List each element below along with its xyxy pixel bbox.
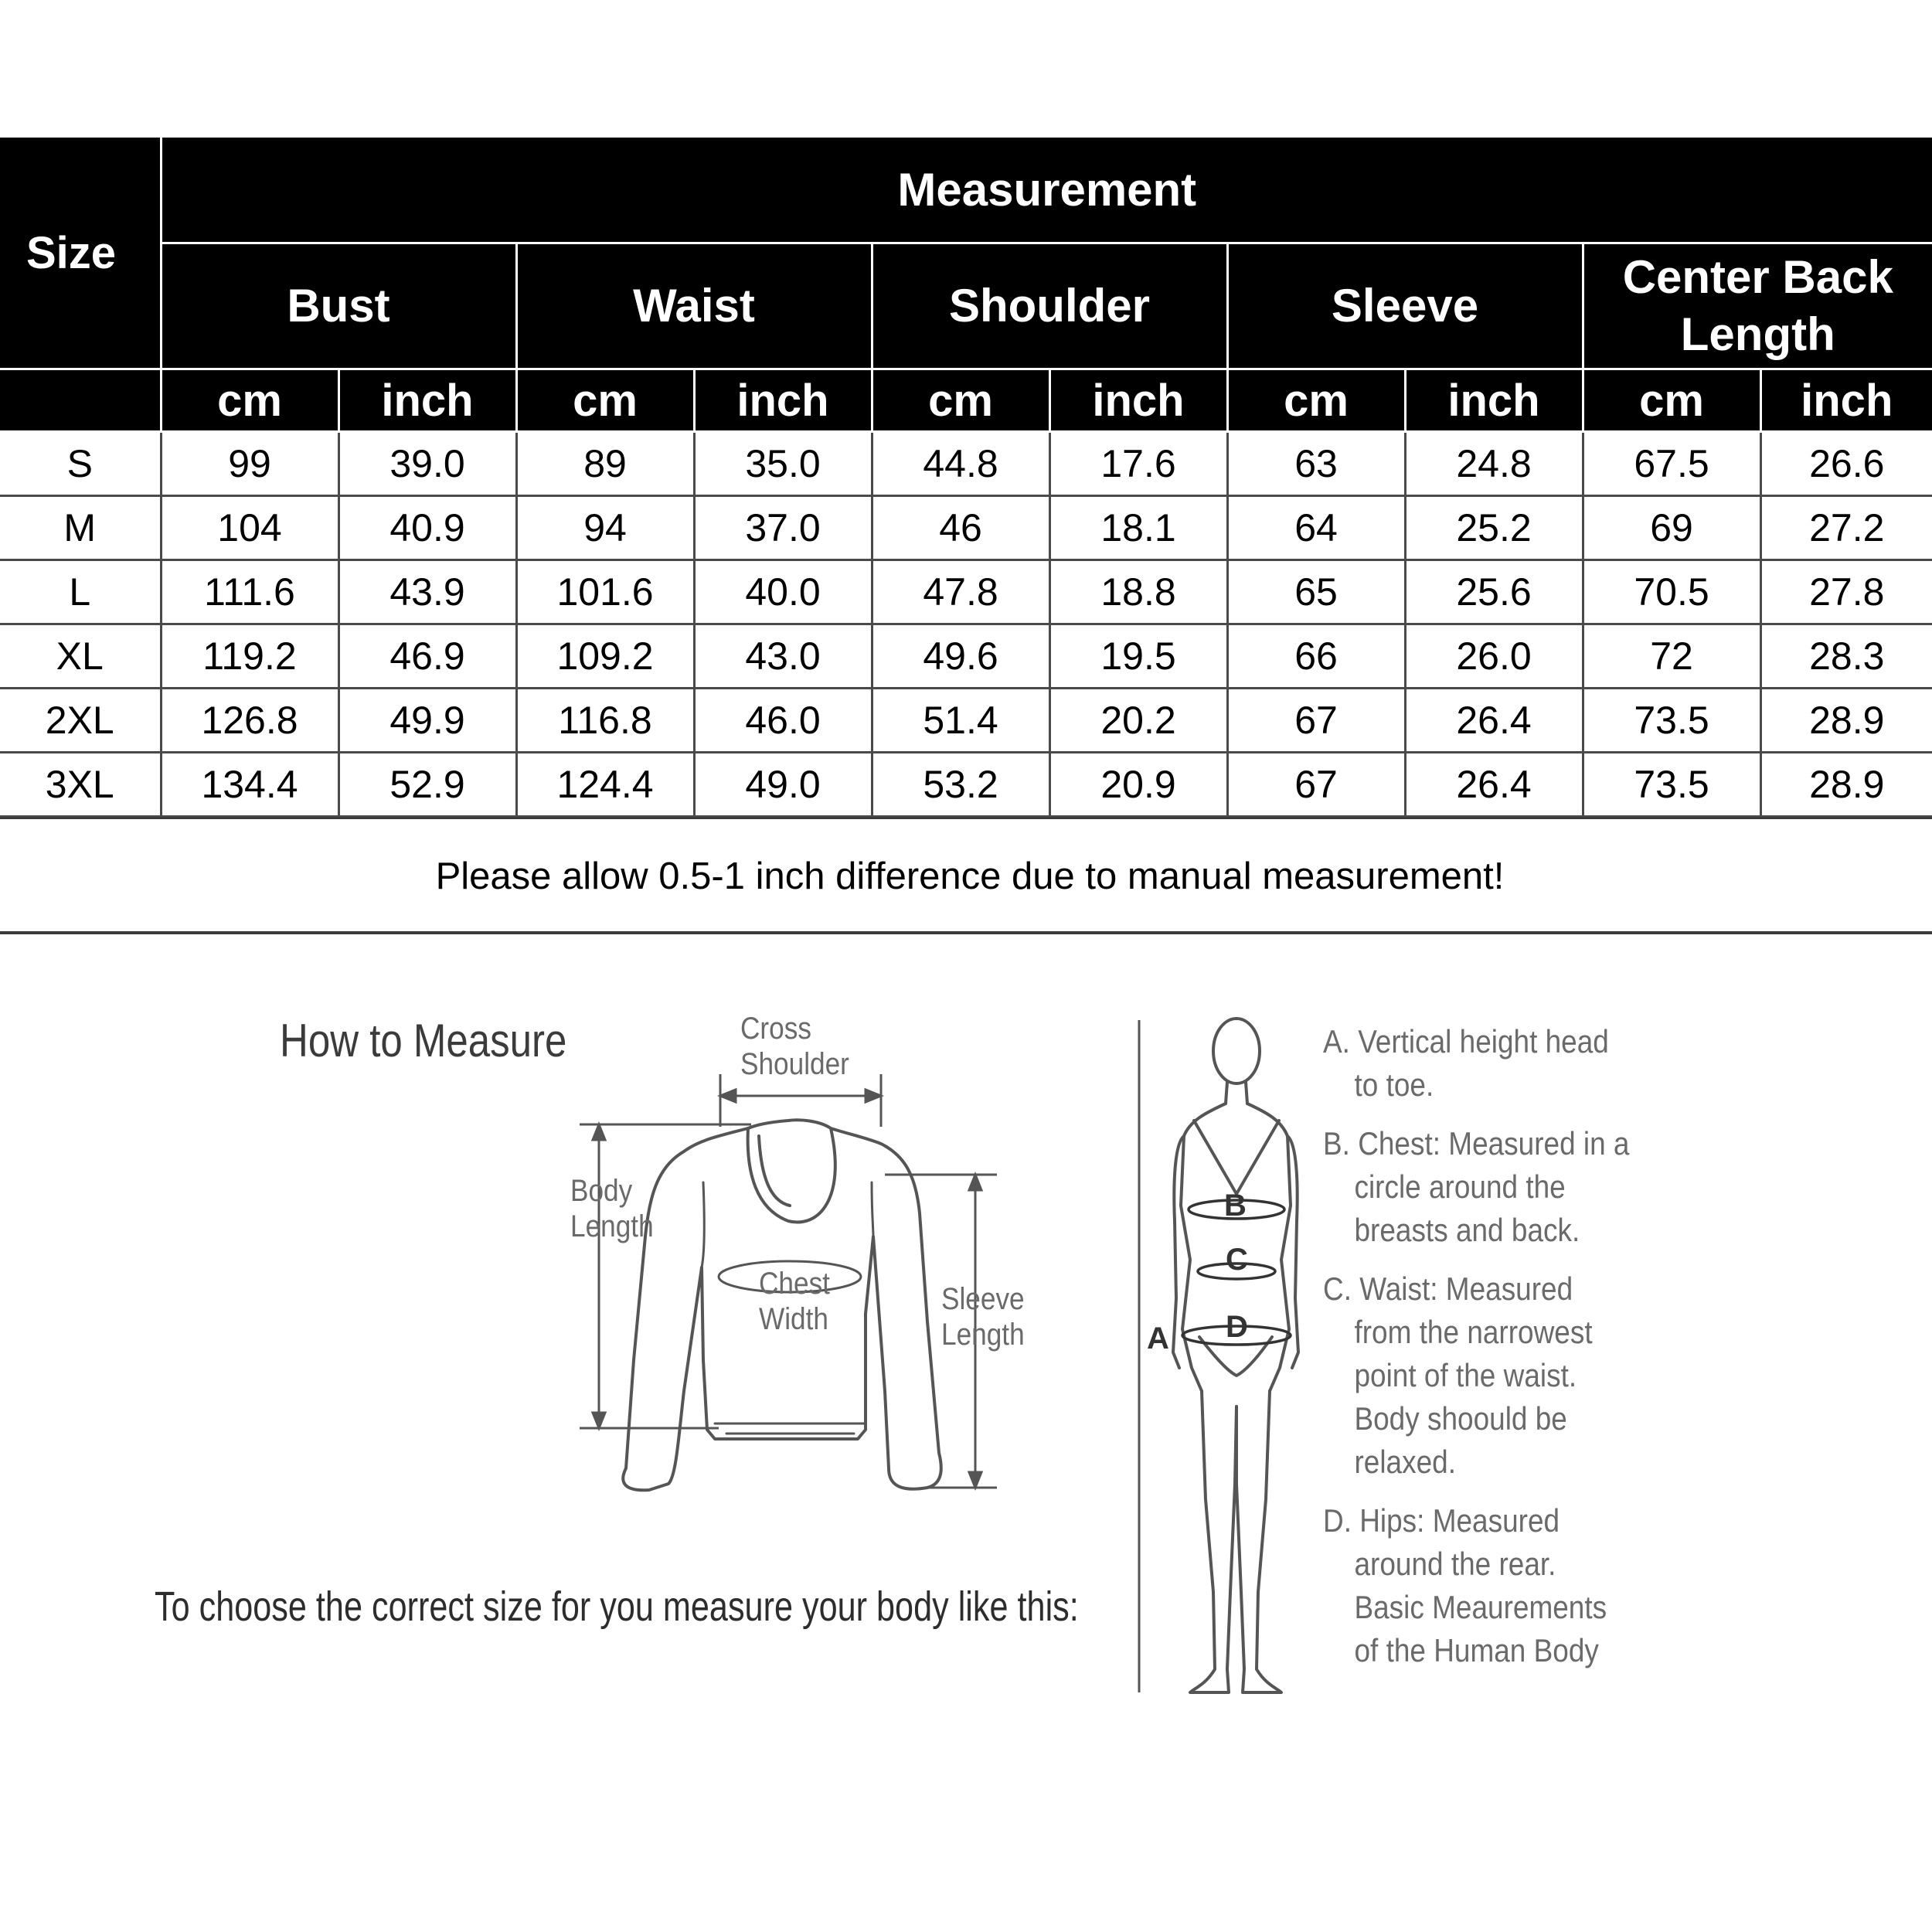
measurement-header: Measurement: [161, 137, 1932, 243]
value-cell: 124.4: [516, 753, 694, 817]
choose-size-text: To choose the correct size for you measure your body like this:: [155, 1583, 1079, 1630]
unit-header-cm: cm: [872, 369, 1049, 432]
value-cell: 26.0: [1405, 624, 1583, 689]
value-cell: 67.5: [1583, 432, 1760, 496]
value-cell: 72: [1583, 624, 1760, 689]
body-length-label: [570, 1173, 654, 1244]
value-cell: 43.9: [338, 560, 516, 624]
value-cell: 47.8: [872, 560, 1049, 624]
size-cell: S: [0, 432, 161, 496]
value-cell: 35.0: [694, 432, 872, 496]
value-cell: 119.2: [161, 624, 338, 689]
cross-label-line: Cross: [740, 1012, 811, 1046]
value-cell: 44.8: [872, 432, 1049, 496]
instruction-item: [1323, 1499, 1704, 1672]
how-to-measure-title: How to Measure: [280, 1015, 567, 1066]
table-row: [0, 624, 1932, 689]
sleeve-header: Sleeve: [1227, 243, 1583, 369]
value-cell: 116.8: [516, 689, 694, 753]
value-cell: 52.9: [338, 753, 516, 817]
unit-header-cm: cm: [516, 369, 694, 432]
value-cell: 20.2: [1049, 689, 1227, 753]
instruction-item: [1323, 1267, 1704, 1484]
value-cell: 43.0: [694, 624, 872, 689]
value-cell: 27.2: [1760, 496, 1932, 560]
value-cell: 73.5: [1583, 689, 1760, 753]
instruction-line: around the rear.: [1354, 1546, 1556, 1582]
value-cell: 67: [1227, 689, 1405, 753]
sleeve-length-label: [941, 1281, 1025, 1352]
value-cell: 70.5: [1583, 560, 1760, 624]
value-cell: 28.9: [1760, 753, 1932, 817]
value-cell: 40.9: [338, 496, 516, 560]
size-cell: M: [0, 496, 161, 560]
body-figure-diagram: [1128, 1005, 1337, 1723]
instruction-line: to toe.: [1354, 1066, 1434, 1103]
value-cell: 17.6: [1049, 432, 1227, 496]
instruction-line: B. Chest: Measured in a: [1323, 1125, 1630, 1162]
value-cell: 49.9: [338, 689, 516, 753]
unit-header-inch: inch: [1760, 369, 1932, 432]
value-cell: 73.5: [1583, 753, 1760, 817]
value-cell: 26.4: [1405, 689, 1583, 753]
length-label-line: Length: [570, 1209, 654, 1243]
value-cell: 111.6: [161, 560, 338, 624]
value-cell: 51.4: [872, 689, 1049, 753]
sleeve-length-label-line: Length: [941, 1318, 1025, 1352]
size-cell: L: [0, 560, 161, 624]
value-cell: 49.0: [694, 753, 872, 817]
value-cell: 40.0: [694, 560, 872, 624]
value-cell: 46: [872, 496, 1049, 560]
table-row: [0, 560, 1932, 624]
section-divider: [0, 931, 1932, 934]
value-cell: 64: [1227, 496, 1405, 560]
value-cell: 46.9: [338, 624, 516, 689]
figure-head: [1213, 1019, 1260, 1083]
value-cell: 18.1: [1049, 496, 1227, 560]
unit-header-cm: cm: [1227, 369, 1405, 432]
value-cell: 24.8: [1405, 432, 1583, 496]
shoulder-label-line: Shoulder: [740, 1047, 849, 1081]
marker-d: D: [1226, 1310, 1248, 1344]
unit-header-cm: cm: [161, 369, 338, 432]
marker-a: A: [1147, 1321, 1169, 1355]
unit-header-inch: inch: [1049, 369, 1227, 432]
size-unit-cell: [0, 369, 161, 432]
value-cell: 37.0: [694, 496, 872, 560]
instruction-line: point of the waist.: [1354, 1357, 1577, 1393]
unit-header-inch: inch: [694, 369, 872, 432]
waist-header: Waist: [516, 243, 872, 369]
value-cell: 49.6: [872, 624, 1049, 689]
size-cell: 2XL: [0, 689, 161, 753]
marker-b: B: [1224, 1189, 1247, 1223]
figure-legs: [1190, 1391, 1236, 1692]
value-cell: 104: [161, 496, 338, 560]
size-column-header: Size: [0, 137, 161, 369]
chest-label-line: Chest: [759, 1267, 830, 1301]
size-chart-table: [0, 135, 1932, 818]
value-cell: 20.9: [1049, 753, 1227, 817]
value-cell: 101.6: [516, 560, 694, 624]
table-row: [0, 432, 1932, 496]
instruction-line: circle around the: [1354, 1168, 1566, 1205]
value-cell: 53.2: [872, 753, 1049, 817]
value-cell: 46.0: [694, 689, 872, 753]
value-cell: 18.8: [1049, 560, 1227, 624]
instruction-line: breasts and back.: [1354, 1212, 1580, 1248]
size-table-body: [0, 432, 1932, 817]
instruction-line: C. Waist: Measured: [1323, 1270, 1573, 1307]
value-cell: 25.6: [1405, 560, 1583, 624]
value-cell: 66: [1227, 624, 1405, 689]
value-cell: 25.2: [1405, 496, 1583, 560]
center-back-length-header: Center Back Length: [1583, 243, 1932, 369]
instruction-line: A. Vertical height head: [1323, 1023, 1609, 1060]
unit-header-inch: inch: [1405, 369, 1583, 432]
bust-header: Bust: [161, 243, 516, 369]
measurement-note: [0, 817, 1932, 934]
instruction-line: relaxed.: [1354, 1444, 1456, 1480]
instruction-item: [1323, 1122, 1704, 1252]
value-cell: 94: [516, 496, 694, 560]
table-row: [0, 753, 1932, 817]
sleeve-label-line: Sleeve: [941, 1282, 1025, 1316]
size-cell: XL: [0, 624, 161, 689]
value-cell: 27.8: [1760, 560, 1932, 624]
instruction-item: [1323, 1020, 1704, 1107]
note-text: Please allow 0.5-1 inch difference due to manual measurement!: [435, 855, 1505, 897]
value-cell: 26.6: [1760, 432, 1932, 496]
unit-header-cm: cm: [1583, 369, 1760, 432]
chest-width-label: [759, 1266, 830, 1337]
value-cell: 19.5: [1049, 624, 1227, 689]
value-cell: 99: [161, 432, 338, 496]
cross-shoulder-label: [740, 1011, 849, 1082]
value-cell: 126.8: [161, 689, 338, 753]
unit-header-inch: inch: [338, 369, 516, 432]
table-row: [0, 689, 1932, 753]
value-cell: 109.2: [516, 624, 694, 689]
garment-neckline: [748, 1120, 835, 1222]
value-cell: 39.0: [338, 432, 516, 496]
shoulder-header: Shoulder: [872, 243, 1227, 369]
width-label-line: Width: [759, 1302, 828, 1336]
value-cell: 28.9: [1760, 689, 1932, 753]
size-cell: 3XL: [0, 753, 161, 817]
value-cell: 69: [1583, 496, 1760, 560]
marker-c: C: [1226, 1243, 1248, 1277]
value-cell: 63: [1227, 432, 1405, 496]
body-label-line: Body: [570, 1174, 633, 1208]
value-cell: 65: [1227, 560, 1405, 624]
instruction-line: of the Human Body: [1354, 1632, 1599, 1668]
measurement-instructions: [1323, 1020, 1756, 1688]
instruction-line: from the narrowest: [1354, 1314, 1593, 1350]
table-row: [0, 496, 1932, 560]
value-cell: 26.4: [1405, 753, 1583, 817]
value-cell: 89: [516, 432, 694, 496]
value-cell: 134.4: [161, 753, 338, 817]
instruction-line: Basic Meaurements: [1354, 1589, 1607, 1625]
instruction-line: Body shoould be: [1354, 1400, 1567, 1437]
value-cell: 28.3: [1760, 624, 1932, 689]
instruction-line: D. Hips: Measured: [1323, 1502, 1560, 1539]
figure-torso: [1181, 1104, 1226, 1391]
value-cell: 67: [1227, 753, 1405, 817]
